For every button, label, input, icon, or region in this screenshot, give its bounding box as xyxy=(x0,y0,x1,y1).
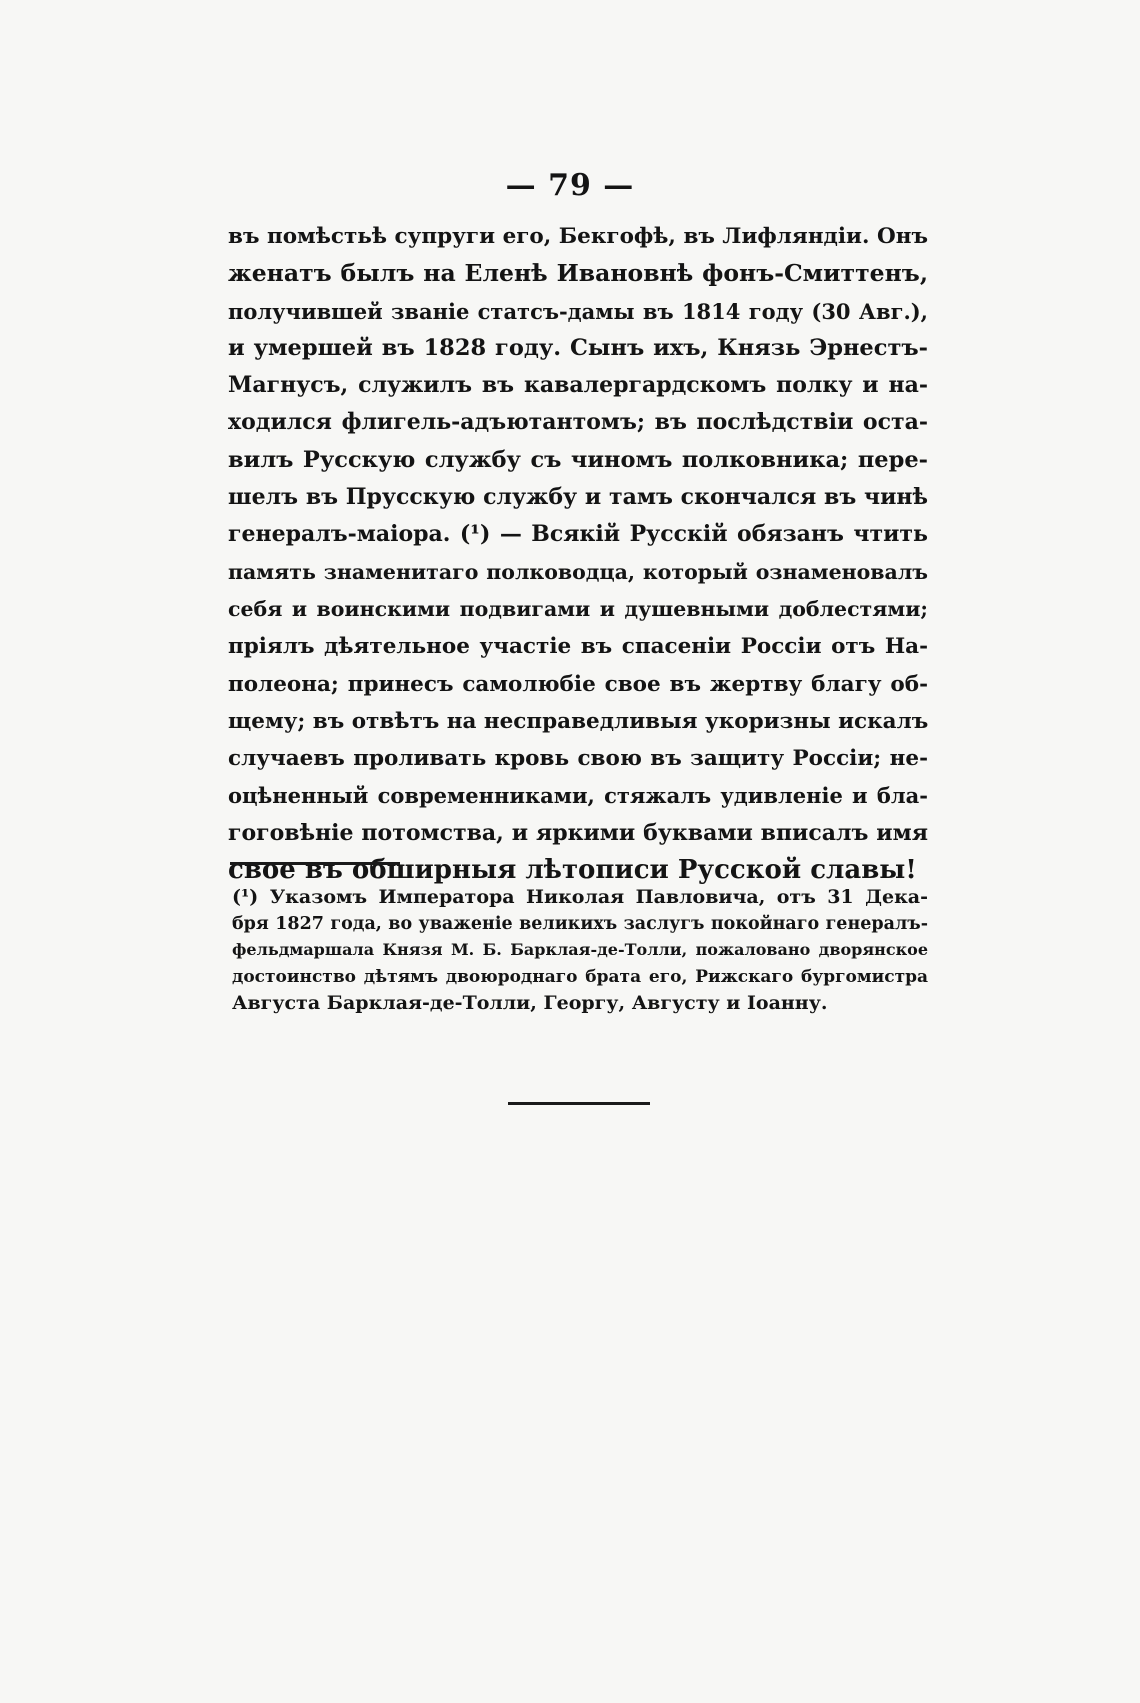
text-line: гоговѣніе потомства, и яркими буквами вписалъ имя xyxy=(228,819,928,846)
text-line: память знаменитаго полководца, который ознаменовалъ xyxy=(228,559,928,584)
chapter-end-rule xyxy=(508,1102,650,1105)
text-line: ходился флигель-адъютантомъ; въ послѣдствіи оста- xyxy=(228,409,928,436)
page-number: — 79 — xyxy=(505,168,635,203)
main-paragraph xyxy=(228,218,928,889)
text-line: шелъ въ Прусскую службу и тамъ скончался въ чинѣ xyxy=(228,484,928,511)
text-line: женатъ былъ на Еленѣ Ивановнѣ фонъ-Смиттенъ, xyxy=(228,259,928,288)
text-line: щему; въ отвѣтъ на несправедливыя укоризны искалъ xyxy=(228,708,929,734)
text-line: генералъ-маіора. (¹) — Всякій Русскій обязанъ чтить xyxy=(228,521,928,548)
footnote-separator xyxy=(230,862,400,865)
text-line: оцѣненный современниками, стяжалъ удивленіе и бла- xyxy=(228,783,928,809)
text-line: Магнусъ, служилъ въ кавалергардскомъ полку и на- xyxy=(228,372,928,399)
footnote-line: достоинство дѣтямъ двоюроднаго брата его, Рижскаго бургомистра xyxy=(232,966,928,987)
text-line: случаевъ проливать кровь свою въ защиту Россіи; не- xyxy=(228,746,928,772)
text-line: въ помѣстьѣ супруги его, Бекгофѣ, въ Лифляндіи. Онъ xyxy=(228,224,928,249)
footnote-line: фельдмаршала Князя М. Б. Барклая-де-Толли, пожаловано дворянское xyxy=(232,940,928,959)
text-line: себя и воинскими подвигами и душевными доблестями; xyxy=(228,596,928,621)
text-line: свое въ обширныя лѣтописи Русской славы! xyxy=(228,855,917,886)
footnote-line: (¹) Указомъ Императора Николая Павловича, отъ 31 Дека- xyxy=(232,886,928,908)
footnote-line: Августа Барклая-де-Толли, Георгу, Августу и Іоанну. xyxy=(232,992,828,1014)
text-line: полеона; принесъ самолюбіе свое въ жертву благу об- xyxy=(228,671,928,697)
footnote-line: бря 1827 года, во уваженіе великихъ заслугъ покойнаго генералъ- xyxy=(232,913,928,934)
text-line: вилъ Русскую службу съ чиномъ полковника; пере- xyxy=(228,446,928,473)
text-line: пріялъ дѣятельное участіе въ спасеніи Россіи отъ На- xyxy=(228,634,928,660)
text-line: получившей званіе статсъ-дамы въ 1814 году (30 Авг.), xyxy=(228,298,928,324)
footnote xyxy=(232,884,928,1017)
text-line: и умершей въ 1828 году. Сынъ ихъ, Князь Эрнестъ- xyxy=(228,334,928,361)
